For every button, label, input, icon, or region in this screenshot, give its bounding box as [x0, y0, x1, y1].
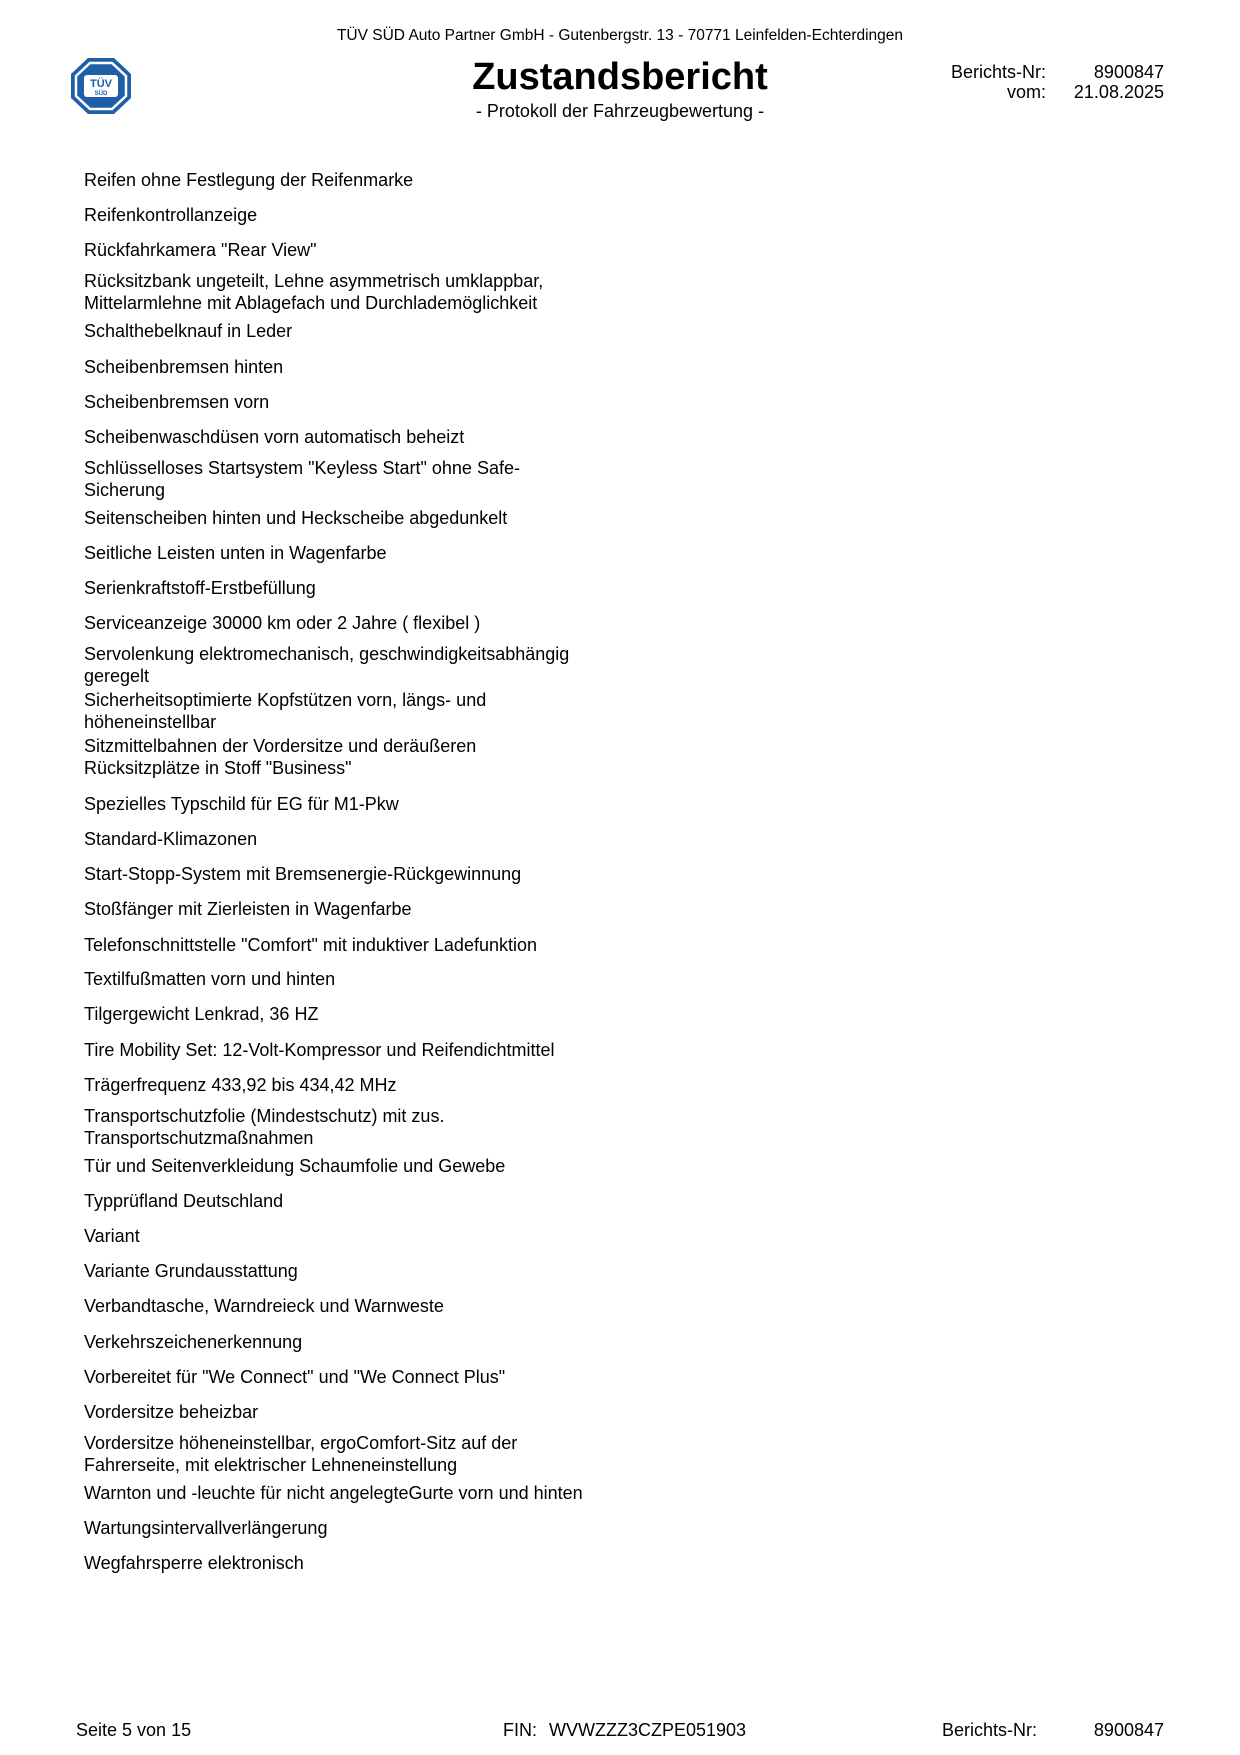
list-item: [84, 507, 644, 529]
list-item-line: Mittelarmlehne mit Ablagefach und Durchlademöglichkeit: [84, 293, 538, 313]
list-item: [84, 356, 644, 378]
list-item-line: Telefonschnittstelle "Comfort" mit induktiver Ladefunktion: [84, 935, 537, 955]
list-item-line: Typprüfland Deutschland: [84, 1191, 284, 1211]
list-item: [84, 1517, 644, 1539]
list-item-line: Scheibenwaschdüsen vorn automatisch beheizt: [84, 427, 465, 447]
footer-report-number-value: 8900847: [1093, 1720, 1164, 1740]
list-item-line: Transportschutzfolie (Mindestschutz) mit zus.: [84, 1106, 445, 1126]
list-item-line: Rückfahrkamera "Rear View": [84, 240, 317, 260]
list-item-line: Tilgergewicht Lenkrad, 36 HZ: [84, 1004, 319, 1024]
list-item: [84, 270, 644, 314]
report-number-row: [900, 62, 1164, 82]
list-item-line: Scheibenbremsen hinten: [84, 357, 284, 377]
list-item-line: Scheibenbremsen vorn: [84, 392, 270, 412]
list-item: [84, 391, 644, 413]
report-date-label: vom:: [1006, 82, 1046, 102]
list-item-line: geregelt: [84, 666, 150, 686]
list-item: [84, 735, 644, 779]
list-item: [84, 1155, 644, 1177]
list-item-line: Verkehrszeichenerkennung: [84, 1332, 303, 1352]
footer-fin: [503, 1720, 746, 1741]
list-item: [84, 1295, 644, 1317]
list-item: [84, 1366, 644, 1388]
list-item-line: Seitenscheiben hinten und Heckscheibe abgedunkelt: [84, 508, 508, 528]
list-item: [84, 968, 644, 990]
list-item-line: Seitliche Leisten unten in Wagenfarbe: [84, 543, 387, 563]
list-item: [84, 612, 644, 634]
list-item-line: Serienkraftstoff-Erstbefüllung: [84, 578, 316, 598]
list-item: [84, 1552, 644, 1574]
list-item-line: Reifenkontrollanzeige: [84, 205, 258, 225]
report-date-value: 21.08.2025: [1073, 82, 1164, 102]
list-item-line: Stoßfänger mit Zierleisten in Wagenfarbe: [84, 899, 412, 919]
list-item: [84, 577, 644, 599]
list-item-line: Fahrerseite, mit elektrischer Lehneneinstellung: [84, 1455, 458, 1475]
list-item-line: Standard-Klimazonen: [84, 829, 258, 849]
list-item: [84, 1105, 644, 1149]
list-item: [84, 1432, 644, 1476]
list-item: [84, 1482, 644, 1504]
list-item: [84, 1074, 644, 1096]
list-item: [84, 863, 644, 885]
list-item-line: Rücksitzplätze in Stoff "Business": [84, 758, 352, 778]
list-item-line: Servolenkung elektromechanisch, geschwindigkeitsabhängig: [84, 644, 570, 664]
list-item: [84, 320, 644, 342]
list-item-line: Sicherheitsoptimierte Kopfstützen vorn, längs- und: [84, 690, 487, 710]
report-date-row: [900, 82, 1164, 102]
list-item-line: Trägerfrequenz 433,92 bis 434,42 MHz: [84, 1075, 397, 1095]
fin-label: FIN:: [503, 1720, 537, 1740]
list-item-line: Schlüsselloses Startsystem "Keyless Start" ohne Safe-: [84, 458, 520, 478]
list-item: [84, 457, 644, 501]
fin-value: WVWZZZ3CZPE051903: [549, 1720, 747, 1740]
list-item-line: Vorbereitet für "We Connect" und "We Connect Plus": [84, 1367, 506, 1387]
list-item: [84, 643, 644, 687]
list-item: [84, 1225, 644, 1247]
list-item: [84, 934, 644, 956]
footer-report-number-label: Berichts-Nr:: [942, 1720, 1038, 1740]
report-number-label: Berichts-Nr:: [950, 62, 1046, 82]
list-item-line: Tür und Seitenverkleidung Schaumfolie und Gewebe: [84, 1156, 506, 1176]
list-item: [84, 169, 644, 191]
list-item: [84, 1003, 644, 1025]
list-item-line: Sicherung: [84, 480, 166, 500]
list-item-line: Schalthebelknauf in Leder: [84, 321, 293, 341]
list-item: [84, 828, 644, 850]
report-meta: [900, 62, 1164, 102]
list-item: [84, 542, 644, 564]
page-title: Zustandsbericht: [472, 56, 768, 98]
list-item-line: Transportschutzmaßnahmen: [84, 1128, 314, 1148]
list-item: [84, 1190, 644, 1212]
list-item-line: höheneinstellbar: [84, 712, 217, 732]
list-item-line: Verbandtasche, Warndreieck und Warnweste: [84, 1296, 444, 1316]
list-item: [84, 239, 644, 261]
list-item-line: Start-Stopp-System mit Bremsenergie-Rückgewinnung: [84, 864, 522, 884]
page-number: Seite 5 von 15: [76, 1720, 192, 1740]
list-item-line: Warnton und -leuchte für nicht angelegteGurte vorn und hinten: [84, 1483, 583, 1503]
list-item-line: Tire Mobility Set: 12-Volt-Kompressor und Reifendichtmittel: [84, 1040, 555, 1060]
list-item-line: Vordersitze beheizbar: [84, 1402, 259, 1422]
company-line: TÜV SÜD Auto Partner GmbH - Gutenbergstr. 13 - 70771 Leinfelden-Echterdingen: [336, 27, 904, 44]
list-item-line: Variante Grundausstattung: [84, 1261, 298, 1281]
list-item: [84, 1260, 644, 1282]
list-item-line: Reifen ohne Festlegung der Reifenmarke: [84, 170, 414, 190]
list-item-line: Variant: [84, 1226, 140, 1246]
list-item: [84, 1331, 644, 1353]
page-subtitle: - Protokoll der Fahrzeugbewertung -: [475, 101, 765, 121]
list-item-line: Spezielles Typschild für EG für M1-Pkw: [84, 794, 399, 814]
list-item: [84, 426, 644, 448]
logo-text-bottom: SÜD: [94, 91, 108, 97]
list-item: [84, 204, 644, 226]
list-item-line: Serviceanzeige 30000 km oder 2 Jahre ( flexibel ): [84, 613, 481, 633]
report-number-value: 8900847: [1093, 62, 1164, 82]
footer-report-number: [942, 1720, 1164, 1741]
list-item-line: Sitzmittelbahnen der Vordersitze und deräußeren: [84, 736, 477, 756]
list-item-line: Vordersitze höheneinstellbar, ergoComfort-Sitz auf der: [84, 1433, 518, 1453]
list-item-line: Rücksitzbank ungeteilt, Lehne asymmetrisch umklappbar,: [84, 271, 544, 291]
list-item: [84, 793, 644, 815]
list-item: [84, 1039, 644, 1061]
list-item: [84, 898, 644, 920]
list-item: [84, 689, 644, 733]
list-item-line: Wegfahrsperre elektronisch: [84, 1553, 304, 1573]
list-item-line: Textilfußmatten vorn und hinten: [84, 969, 336, 989]
list-item: [84, 1401, 644, 1423]
list-item-line: Wartungsintervallverlängerung: [84, 1518, 328, 1538]
logo-text-top: TÜV: [90, 78, 112, 90]
